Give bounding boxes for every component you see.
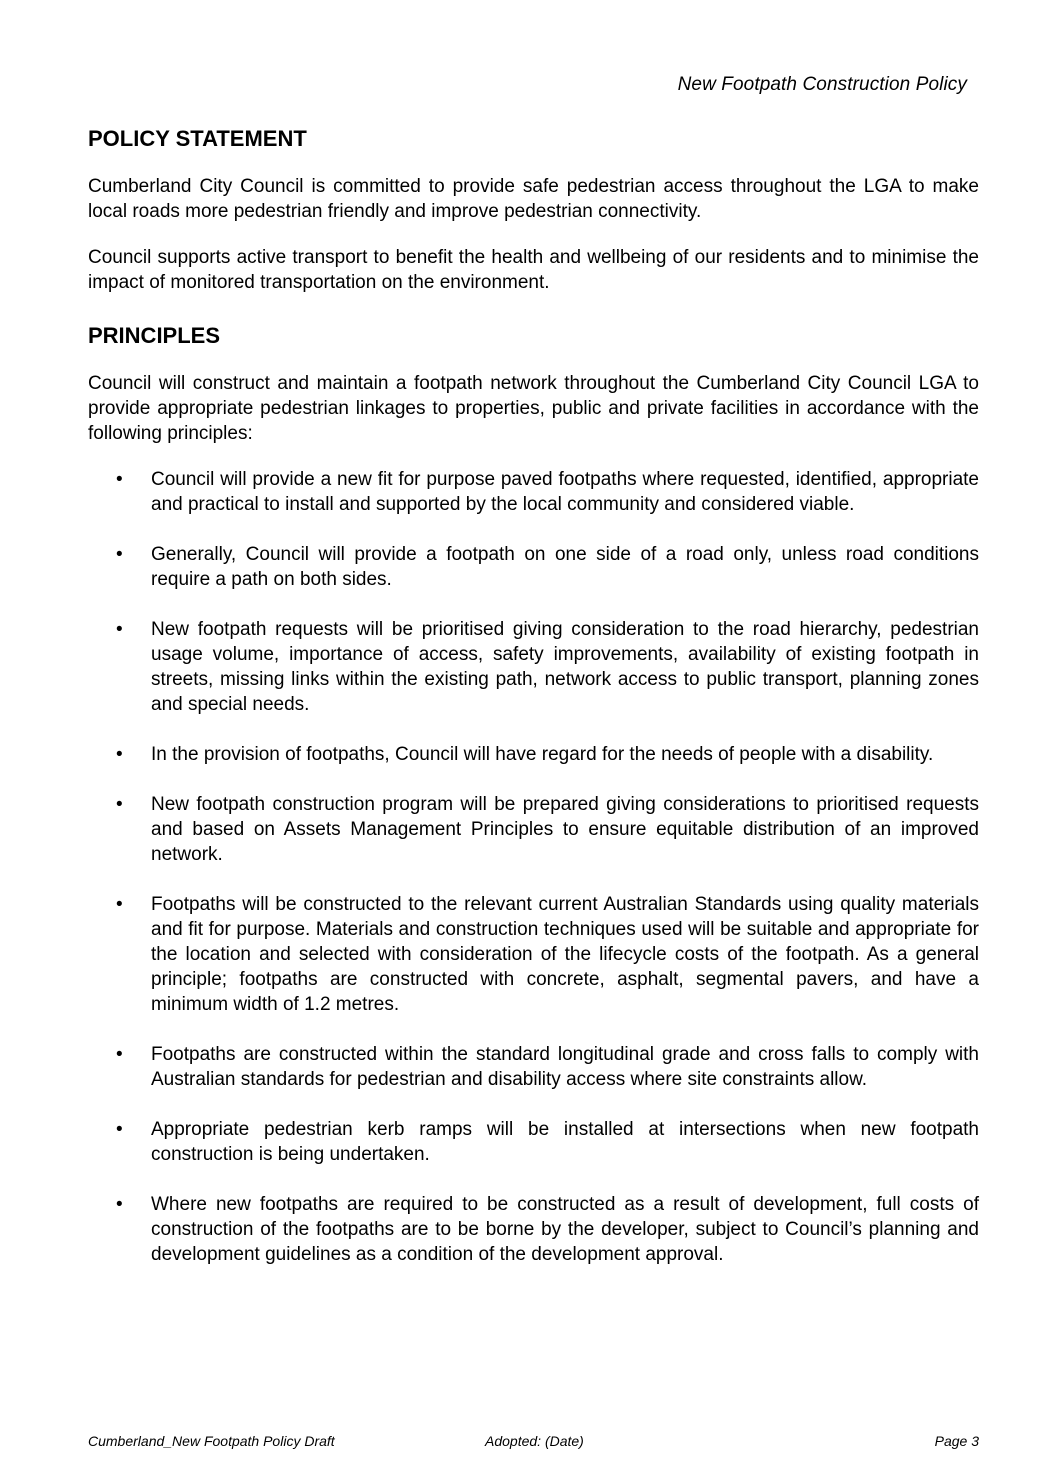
bullet-icon: •	[116, 1194, 123, 1215]
principle-text: In the provision of footpaths, Council will have regard for the needs of people with a disability.	[151, 744, 934, 765]
principle-item	[88, 1117, 979, 1167]
bullet-icon: •	[116, 744, 123, 765]
principle-item	[88, 1192, 979, 1267]
principle-item	[88, 892, 979, 1017]
principle-text: Footpaths are constructed within the standard longitudinal grade and cross falls to comply with Australian standards for pedestrian and disability access where site constraints allow.	[151, 1044, 979, 1090]
principle-item	[88, 542, 979, 592]
principles-intro: Council will construct and maintain a footpath network throughout the Cumberland City Council LGA to provide appropriate pedestrian linkages to properties, public and private facilities in accordance with the following principles:	[88, 373, 979, 444]
page-footer	[88, 1433, 979, 1453]
running-header: New Footpath Construction Policy	[677, 74, 967, 95]
principle-text: Generally, Council will provide a footpath on one side of a road only, unless road conditions require a path on both sides.	[151, 544, 979, 590]
bullet-icon: •	[116, 1119, 123, 1140]
principle-text: Footpaths will be constructed to the relevant current Australian Standards using quality materials and fit for purpose. Materials and construction techniques used will be suitable and appropriate for the location and selected with consideration of the lifecycle costs of the footpath. As a general principle; footpaths are constructed with concrete, asphalt, segmental pavers, and have a minimum width of 1.2 metres.	[151, 894, 979, 1015]
principle-text: Appropriate pedestrian kerb ramps will be installed at intersections when new footpath construction is being undertaken.	[151, 1119, 979, 1165]
principle-item	[88, 742, 979, 767]
principle-text: New footpath requests will be prioritised giving consideration to the road hierarchy, pedestrian usage volume, importance of access, safety improvements, availability of existing footpath in streets, missing links within the existing path, network access to public transport, planning zones and special needs.	[151, 619, 979, 715]
policy-statement-paragraph: Council supports active transport to benefit the health and wellbeing of our residents and to minimise the impact of monitored transportation on the environment.	[88, 247, 979, 293]
principle-item	[88, 467, 979, 517]
principle-item	[88, 617, 979, 717]
principle-item	[88, 1042, 979, 1092]
principle-text: Where new footpaths are required to be constructed as a result of development, full costs of construction of the footpaths are to be borne by the developer, subject to Council’s planning and development guidelines as a condition of the development approval.	[151, 1194, 979, 1265]
policy-statement-paragraph: Cumberland City Council is committed to provide safe pedestrian access throughout the LGA to make local roads more pedestrian friendly and improve pedestrian connectivity.	[88, 176, 979, 222]
principles-heading: PRINCIPLES	[88, 323, 221, 348]
bullet-icon: •	[116, 619, 123, 640]
bullet-icon: •	[116, 544, 123, 565]
principle-text: New footpath construction program will be prepared giving considerations to prioritised requests and based on Assets Management Principles to ensure equitable distribution of an improved network.	[151, 794, 979, 865]
policy-statement-heading: POLICY STATEMENT	[88, 126, 307, 151]
bullet-icon: •	[116, 894, 123, 915]
principles-list	[88, 467, 979, 1267]
principle-item	[88, 792, 979, 867]
principle-text: Council will provide a new fit for purpose paved footpaths where requested, identified, appropriate and practical to install and supported by the local community and considered viable.	[151, 469, 979, 515]
footer-adopted-date: Adopted: (Date)	[485, 1433, 584, 1449]
footer-page-number: Page 3	[934, 1433, 979, 1449]
bullet-icon: •	[116, 1044, 123, 1065]
bullet-icon: •	[116, 469, 123, 490]
footer-document-name: Cumberland_New Footpath Policy Draft	[88, 1433, 335, 1449]
bullet-icon: •	[116, 794, 123, 815]
page-content	[88, 124, 979, 1292]
